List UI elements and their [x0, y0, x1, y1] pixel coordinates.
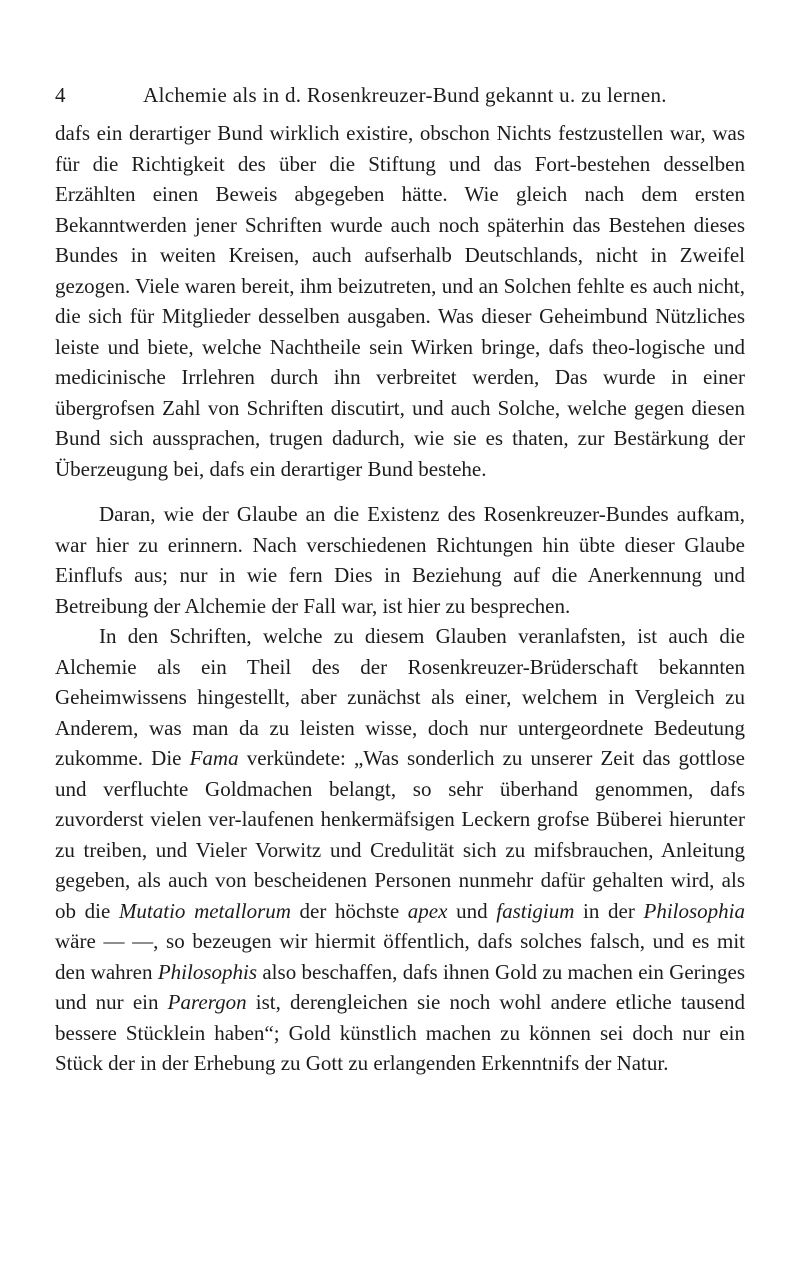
italic-term: Philosophis — [157, 959, 258, 984]
body-text — [55, 118, 745, 1079]
paragraph-3 — [55, 621, 745, 1079]
text-run: also beschaffen, dafs ihnen Gold zu machen ein Geringes und nur ein — [55, 959, 745, 1014]
text-run: ist, derengleichen sie noch wohl andere etliche tausend bessere Stücklein haben“; Gold künstlich machen zu können sei doch nur ein Stück der in der Erhebung zu Gott zu erlangenden Erkenntnifs der Natur. — [55, 990, 745, 1075]
text-run: der höchste — [290, 898, 408, 923]
running-head: Alchemie als in d. Rosenkreuzer-Bund gekannt u. zu lernen. — [143, 83, 667, 107]
text-run: in der — [574, 898, 644, 923]
italic-term: Philosophia — [643, 898, 746, 923]
text-run: verkündete: „Was sonderlich zu unserer Zeit das gottlose und verfluchte Goldmachen belangt, so sehr überhand genommen, dafs zuvorderst vielen ver-laufenen henkermäfsigen Leckern grofse Büberei hierunter zu treiben, und Vieler Vorwitz und Credulität sich zu mifsbrauchen, Anleitung gegeben, als auch von bescheidenen Personen nunmehr dafür gehalten wird, als ob die — [55, 746, 745, 923]
text-run: wäre — —, so bezeugen wir hiermit öffentlich, dafs solches falsch, und es mit den wahren — [55, 929, 745, 984]
text-run: In den Schriften, welche zu diesem Glauben veranlafsten, ist auch die Alchemie als ein Theil des der Rosenkreuzer-Brüderschaft bekannten Geheimwissens hingestellt, aber zunächst als einer, welchem in Vergleich zu Anderem, was man da zu leisten wisse, doch nur untergeordnete Bedeutung zukomme. Die — [55, 624, 745, 770]
text-run: und — [447, 898, 497, 923]
paragraph-1: dafs ein derartiger Bund wirklich existire, obschon Nichts festzustellen war, was für die Richtigkeit des über die Stiftung und das Fort-bestehen desselben Erzählten einen Beweis abgegeben hätte. Wie gleich nach dem ersten Bekanntwerden jener Schriften wurde auch noch späterhin das Bestehen dieses Bundes in weiten Kreisen, auch aufserhalb Deutschlands, nicht in Zweifel gezogen. Viele waren bereit, ihm beizutreten, und an Solchen fehlte es auch nicht, die sich für Mitglieder desselben ausgaben. Was dieser Geheimbund Nützliches leiste und biete, welche Nachtheile sein Wirken bringe, dafs theo-logische und medicinische Irrlehren durch ihn verbreitet werden, Das wurde in einer übergrofsen Zahl von Schriften discutirt, und auch Solche, welche gegen diesen Bund sich aussprachen, trugen dadurch, wie sie es thaten, zur Bestärkung der Überzeugung bei, dafs ein derartiger Bund bestehe. — [55, 121, 745, 481]
italic-term: Parergon — [167, 990, 247, 1014]
italic-term: Fama — [189, 746, 239, 770]
italic-term: fastigium — [496, 898, 575, 923]
paragraph-2: Daran, wie der Glaube an die Existenz des Rosenkreuzer-Bundes aufkam, war hier zu erinnern. Nach verschiedenen Richtungen hin übte dieser Glaube Einflufs aus; nur in wie fern Dies in Beziehung auf die Anerkennung und Betreibung der Alchemie der Fall war, ist hier zu besprechen. — [55, 502, 745, 618]
italic-term: apex — [407, 898, 448, 923]
italic-term: Mutatio metallorum — [118, 898, 291, 923]
page-header — [55, 80, 745, 110]
page-number: 4 — [55, 83, 66, 107]
